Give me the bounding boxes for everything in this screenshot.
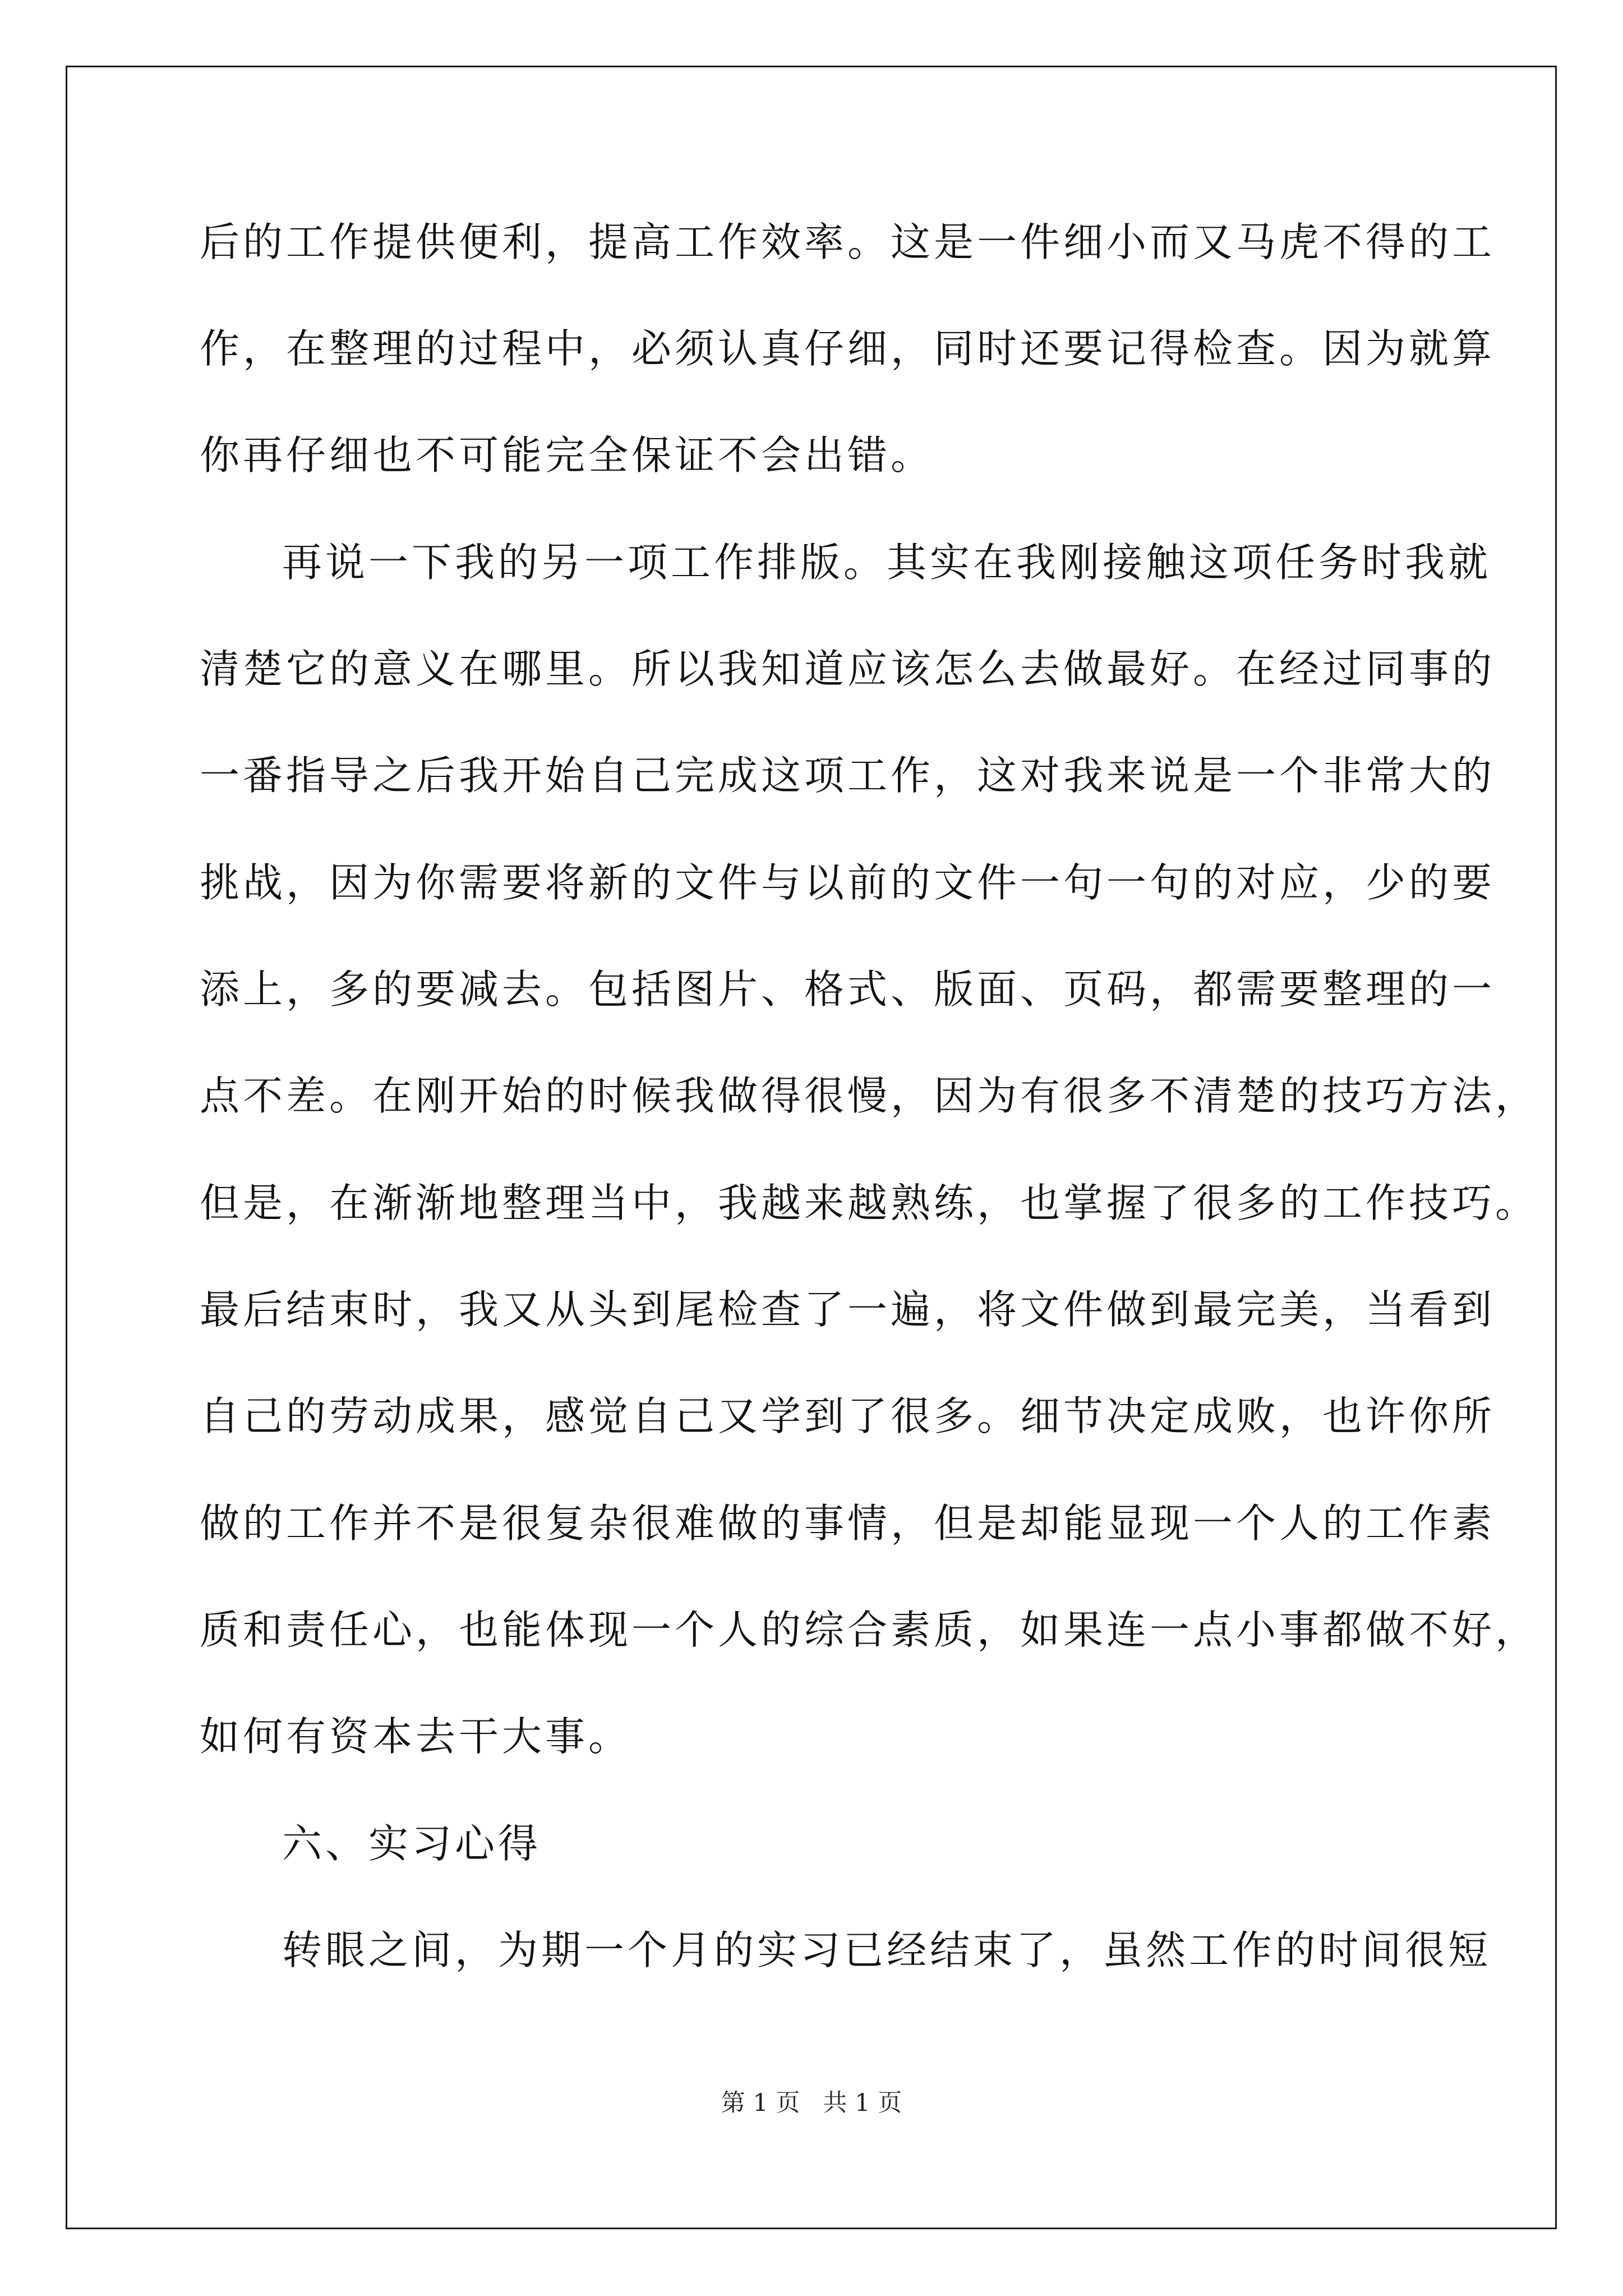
paragraph-line: 你再仔细也不可能完全保证不会出错。 bbox=[200, 432, 934, 478]
section-heading: 六、实习心得 bbox=[282, 1820, 542, 1867]
paragraph-line: 质和责任心，也能体现一个人的综合素质，如果连一点小事都做不好， bbox=[200, 1607, 1539, 1653]
paragraph-line: 后的工作提供便利，提高工作效率。这是一件细小而又马虎不得的工 bbox=[200, 219, 1496, 265]
paragraph-line: 作，在整理的过程中，必须认真仔细，同时还要记得检查。因为就算 bbox=[200, 325, 1496, 372]
paragraph-line: 自己的劳动成果，感觉自己又学到了很多。细节决定成败，也许你所 bbox=[200, 1393, 1496, 1439]
paragraph-line: 点不差。在刚开始的时候我做得很慢，因为有很多不清楚的技巧方法， bbox=[200, 1073, 1539, 1119]
page-number-footer: 第 1 页 共 1 页 bbox=[721, 2089, 902, 2117]
paragraph-line: 添上，多的要减去。包括图片、格式、版面、页码，都需要整理的一 bbox=[200, 966, 1496, 1013]
paragraph-line: 清楚它的意义在哪里。所以我知道应该怎么去做最好。在经过同事的 bbox=[200, 646, 1496, 692]
paragraph-line: 挑战，因为你需要将新的文件与以前的文件一句一句的对应，少的要 bbox=[200, 859, 1496, 906]
paragraph-line: 一番指导之后我开始自己完成这项工作，这对我来说是一个非常大的 bbox=[200, 752, 1496, 799]
paragraph-line: 但是，在渐渐地整理当中，我越来越熟练，也掌握了很多的工作技巧。 bbox=[200, 1180, 1539, 1226]
paragraph-line: 最后结束时，我又从头到尾检查了一遍，将文件做到最完美，当看到 bbox=[200, 1286, 1496, 1333]
paragraph-line: 如何有资本去干大事。 bbox=[200, 1713, 632, 1760]
page-border bbox=[66, 66, 1557, 2229]
paragraph-line: 再说一下我的另一项工作排版。其实在我刚接触这项任务时我就 bbox=[282, 539, 1492, 586]
paragraph-line: 做的工作并不是很复杂很难做的事情，但是却能显现一个人的工作素 bbox=[200, 1500, 1496, 1547]
paragraph-line: 转眼之间，为期一个月的实习已经结束了，虽然工作的时间很短 bbox=[282, 1927, 1492, 1973]
